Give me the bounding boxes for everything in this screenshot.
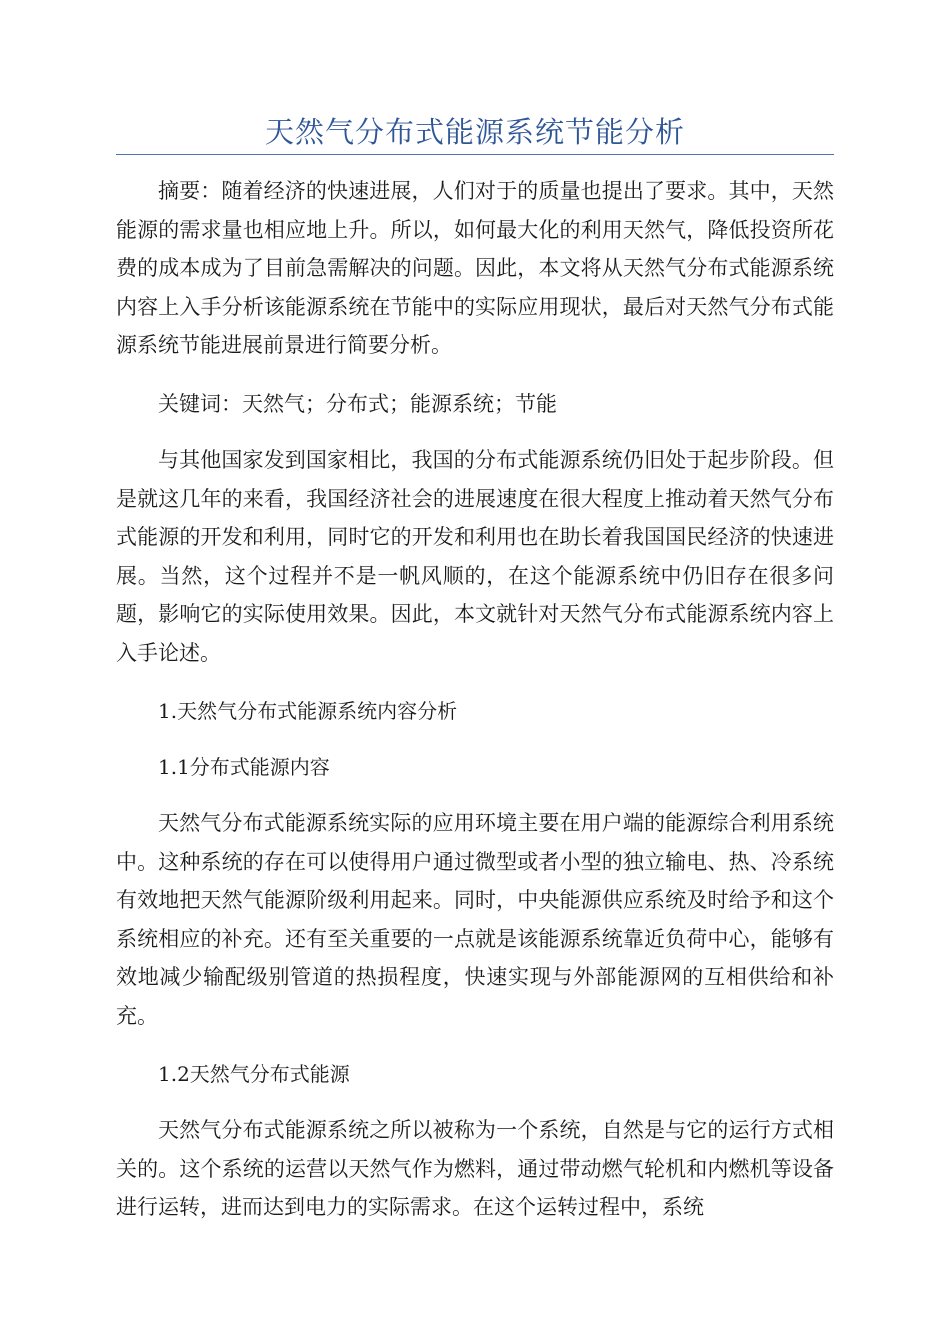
section-1-2-heading: 1.2天然气分布式能源 [158, 1062, 350, 1086]
document-body [116, 172, 834, 1247]
intro-paragraph: 与其他国家发到国家相比，我国的分布式能源系统仍旧处于起步阶段。但是就这几年的来看，我国经济社会的进展速度在很大程度上推动着天然气分布式能源的开发和利用，同时它的开发和利用也在助长着我国国民经济的快速进展。当然，这个过程并不是一帆风顺的，在这个能源系统中仍旧存在很多问题，影响它的实际使用效果。因此，本文就针对天然气分布式能源系统内容上入手论述。 [116, 448, 834, 665]
abstract-paragraph: 摘要：随着经济的快速进展，人们对于的质量也提出了要求。其中，天然能源的需求量也相应地上升。所以，如何最大化的利用天然气，降低投资所花费的成本成为了目前急需解决的问题。因此，本文将从天然气分布式能源系统内容上入手分析该能源系统在节能中的实际应用现状，最后对天然气分布式能源系统节能进展前景进行简要分析。 [116, 179, 834, 357]
document-title: 天然气分布式能源系统节能分析 [264, 115, 685, 149]
keywords-line: 关键词：天然气；分布式；能源系统；节能 [158, 391, 557, 416]
section-1-2-paragraph: 天然气分布式能源系统之所以被称为一个系统，自然是与它的运行方式相关的。这个系统的运营以天然气作为燃料，通过带动燃气轮机和内燃机等设备进行运转，进而达到电力的实际需求。在这个运转过程中，系统 [116, 1118, 834, 1219]
section-1-1-paragraph: 天然气分布式能源系统实际的应用环境主要在用户端的能源综合利用系统中。这种系统的存在可以使得用户通过微型或者小型的独立输电、热、冷系统有效地把天然气能源阶级利用起来。同时，中央能源供应系统及时给予和这个系统相应的补充。还有至关重要的一点就是该能源系统靠近负荷中心，能够有效地减少输配级别管道的热损程度，快速实现与外部能源网的互相供给和补充。 [116, 811, 834, 1028]
section-1-heading: 1.天然气分布式能源系统内容分析 [158, 699, 458, 723]
section-1-1-heading: 1.1分布式能源内容 [158, 755, 330, 779]
title-underline [116, 154, 834, 155]
